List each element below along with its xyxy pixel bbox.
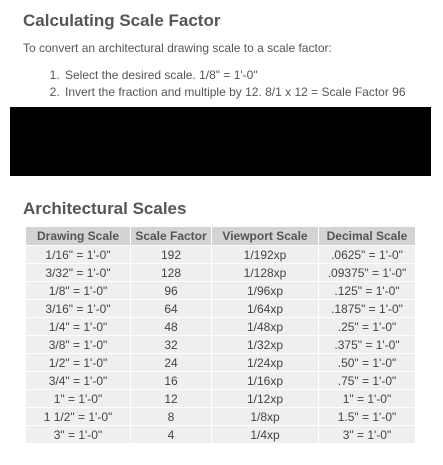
cell-decimal-scale: .375" = 1'-0" [319, 336, 416, 354]
cell-scale-factor: 4 [131, 426, 212, 444]
cell-decimal-scale: .09375" = 1'-0" [319, 264, 416, 282]
table-row [26, 282, 416, 300]
cell-scale-factor: 128 [131, 264, 212, 282]
cell-drawing-scale: 3/8" = 1'-0" [26, 336, 131, 354]
cell-viewport-scale: 1/16xp [212, 372, 319, 390]
cell-viewport-scale: 1/192xp [212, 246, 319, 264]
cell-scale-factor: 8 [131, 408, 212, 426]
cell-viewport-scale: 1/128xp [212, 264, 319, 282]
table-row [26, 246, 416, 264]
table-row [26, 300, 416, 318]
cell-decimal-scale: .1875" = 1'-0" [319, 300, 416, 318]
cell-viewport-scale: 1/24xp [212, 354, 319, 372]
cell-viewport-scale: 1/32xp [212, 336, 319, 354]
step-item: 2. Invert the fraction and multiple by 12. 8/1 x 12 = Scale Factor 96 [63, 84, 406, 101]
header-decimal-scale: Decimal Scale [319, 227, 416, 246]
cell-scale-factor: 64 [131, 300, 212, 318]
cell-viewport-scale: 1/8xp [212, 408, 319, 426]
cell-decimal-scale: .25" = 1'-0" [319, 318, 416, 336]
cell-scale-factor: 24 [131, 354, 212, 372]
cell-drawing-scale: 1/4" = 1'-0" [26, 318, 131, 336]
scales-table [25, 226, 416, 444]
section-title: Architectural Scales [23, 199, 187, 218]
table-row [26, 336, 416, 354]
cell-viewport-scale: 1/48xp [212, 318, 319, 336]
table-row [26, 318, 416, 336]
table-row [26, 408, 416, 426]
steps-list [23, 67, 406, 101]
cell-drawing-scale: 3" = 1'-0" [26, 426, 131, 444]
step-item: 1. Select the desired scale. 1/8" = 1'-0" [63, 67, 406, 84]
cell-scale-factor: 12 [131, 390, 212, 408]
table-row [26, 264, 416, 282]
cell-drawing-scale: 1/8" = 1'-0" [26, 282, 131, 300]
cell-decimal-scale: .50" = 1'-0" [319, 354, 416, 372]
header-viewport-scale: Viewport Scale [212, 227, 319, 246]
cell-scale-factor: 96 [131, 282, 212, 300]
cell-viewport-scale: 1/4xp [212, 426, 319, 444]
header-scale-factor: Scale Factor [131, 227, 212, 246]
cell-decimal-scale: .0625" = 1'-0" [319, 246, 416, 264]
cell-viewport-scale: 1/96xp [212, 282, 319, 300]
cell-scale-factor: 16 [131, 372, 212, 390]
table-header-row [26, 227, 416, 246]
cell-decimal-scale: 1" = 1'-0" [319, 390, 416, 408]
table-row [26, 426, 416, 444]
table-row [26, 354, 416, 372]
cell-drawing-scale: 3/16" = 1'-0" [26, 300, 131, 318]
cell-scale-factor: 32 [131, 336, 212, 354]
cell-viewport-scale: 1/12xp [212, 390, 319, 408]
cell-decimal-scale: .125" = 1'-0" [319, 282, 416, 300]
cell-scale-factor: 48 [131, 318, 212, 336]
cell-scale-factor: 192 [131, 246, 212, 264]
cell-drawing-scale: 1 1/2" = 1'-0" [26, 408, 131, 426]
cell-drawing-scale: 1" = 1'-0" [26, 390, 131, 408]
cell-drawing-scale: 1/16" = 1'-0" [26, 246, 131, 264]
cell-decimal-scale: 3" = 1'-0" [319, 426, 416, 444]
page-title: Calculating Scale Factor [23, 11, 221, 30]
intro-text: To convert an architectural drawing scale to a scale factor: [23, 41, 332, 55]
cell-drawing-scale: 1/2" = 1'-0" [26, 354, 131, 372]
cell-drawing-scale: 3/32" = 1'-0" [26, 264, 131, 282]
cell-decimal-scale: 1.5" = 1'-0" [319, 408, 416, 426]
table-row [26, 390, 416, 408]
black-banner [10, 107, 431, 176]
cell-decimal-scale: .75" = 1'-0" [319, 372, 416, 390]
header-drawing-scale: Drawing Scale [26, 227, 131, 246]
cell-viewport-scale: 1/64xp [212, 300, 319, 318]
cell-drawing-scale: 3/4" = 1'-0" [26, 372, 131, 390]
table-row [26, 372, 416, 390]
